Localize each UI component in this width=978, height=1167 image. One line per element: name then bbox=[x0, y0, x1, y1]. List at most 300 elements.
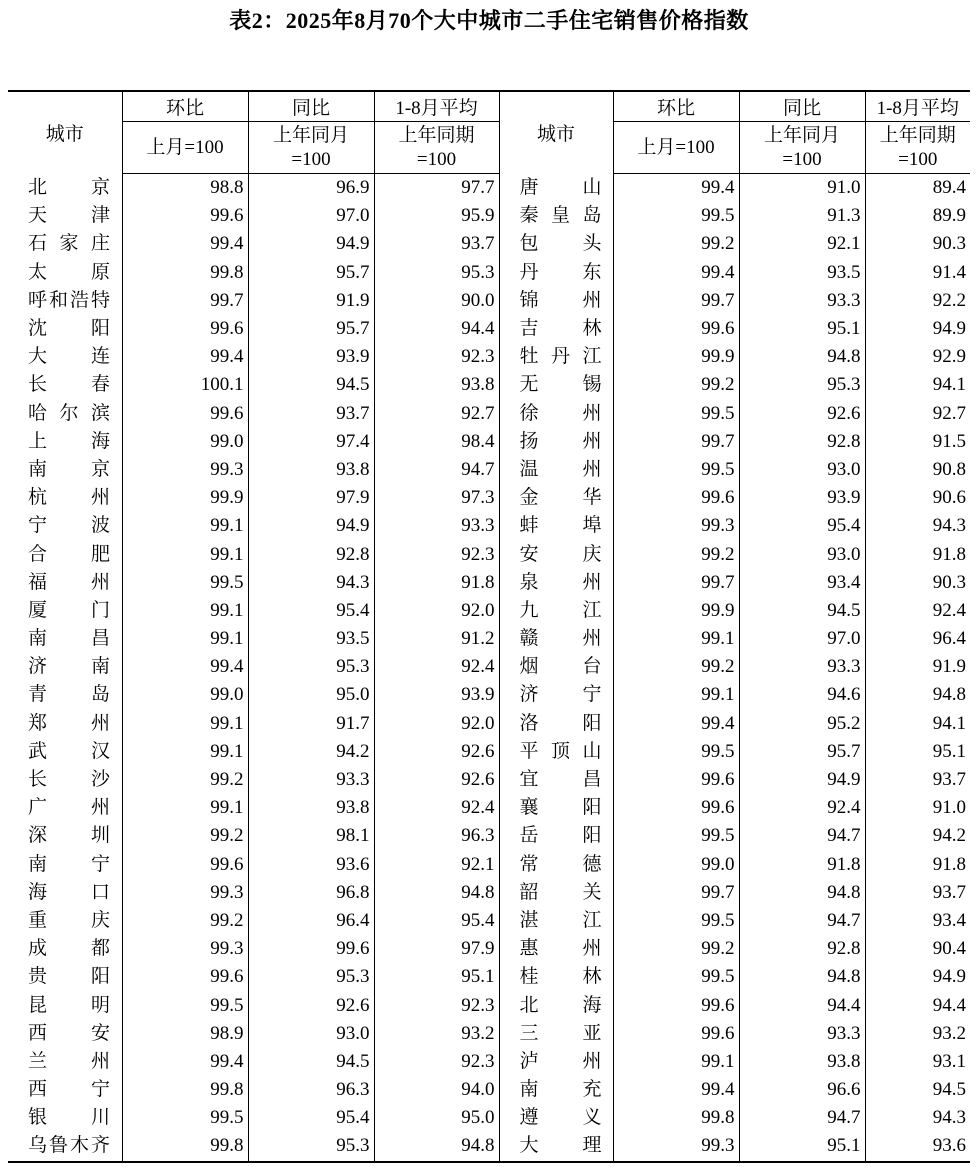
table-row bbox=[8, 371, 970, 399]
city-left-cell bbox=[8, 794, 122, 822]
avg-right-cell: 93.2 bbox=[865, 1020, 970, 1048]
city-right-cell bbox=[499, 315, 613, 343]
city-left-cell bbox=[8, 512, 122, 540]
yoy-right-cell: 93.0 bbox=[739, 540, 865, 568]
city-name: 蚌埠 bbox=[519, 515, 602, 537]
mom-left-cell: 99.2 bbox=[122, 822, 248, 850]
table-row bbox=[8, 935, 970, 963]
yoy-right-cell: 91.8 bbox=[739, 851, 865, 879]
mom-left-cell: 99.9 bbox=[122, 484, 248, 512]
yoy-right-cell: 95.3 bbox=[739, 371, 865, 399]
avg-right-cell: 93.6 bbox=[865, 1132, 970, 1161]
header-mom-base-left bbox=[122, 122, 248, 174]
mom-right-cell: 99.4 bbox=[613, 174, 739, 203]
table-row bbox=[8, 287, 970, 315]
mom-right-cell: 99.8 bbox=[613, 1104, 739, 1132]
table-row bbox=[8, 907, 970, 935]
city-name: 南昌 bbox=[28, 628, 110, 650]
city-right-cell bbox=[499, 794, 613, 822]
city-name: 呼和浩特 bbox=[28, 289, 110, 311]
city-right-cell bbox=[499, 1048, 613, 1076]
avg-left-cell: 93.9 bbox=[374, 681, 499, 709]
avg-right-cell: 93.7 bbox=[865, 879, 970, 907]
yoy-right-cell: 92.4 bbox=[739, 794, 865, 822]
yoy-right-cell: 92.8 bbox=[739, 935, 865, 963]
table-row bbox=[8, 1132, 970, 1161]
city-right-cell bbox=[499, 1132, 613, 1161]
city-right-cell bbox=[499, 653, 613, 681]
mom-right-cell: 99.3 bbox=[613, 512, 739, 540]
table-row bbox=[8, 400, 970, 428]
city-right-cell bbox=[499, 230, 613, 258]
yoy-right-cell: 91.3 bbox=[739, 202, 865, 230]
mom-right-cell: 99.5 bbox=[613, 738, 739, 766]
avg-left-cell: 92.4 bbox=[374, 653, 499, 681]
mom-left-cell: 99.3 bbox=[122, 456, 248, 484]
city-name: 北京 bbox=[28, 176, 110, 198]
avg-left-cell: 97.3 bbox=[374, 484, 499, 512]
city-right-cell bbox=[499, 879, 613, 907]
yoy-left-cell: 94.3 bbox=[248, 569, 374, 597]
city-right-cell bbox=[499, 963, 613, 991]
mom-right-cell: 99.6 bbox=[613, 484, 739, 512]
city-left-cell bbox=[8, 174, 122, 203]
yoy-right-cell: 95.4 bbox=[739, 512, 865, 540]
yoy-right-cell: 93.8 bbox=[739, 1048, 865, 1076]
city-right-cell bbox=[499, 428, 613, 456]
city-left-cell bbox=[8, 879, 122, 907]
city-name: 天津 bbox=[28, 205, 110, 227]
yoy-left-cell: 97.9 bbox=[248, 484, 374, 512]
yoy-left-cell: 94.5 bbox=[248, 1048, 374, 1076]
yoy-right-cell: 94.7 bbox=[739, 822, 865, 850]
city-right-cell bbox=[499, 766, 613, 794]
yoy-left-cell: 96.3 bbox=[248, 1076, 374, 1104]
city-right-cell bbox=[499, 935, 613, 963]
table-row bbox=[8, 625, 970, 653]
city-name: 沈阳 bbox=[28, 318, 110, 340]
mom-left-cell: 99.8 bbox=[122, 259, 248, 287]
avg-left-cell: 94.0 bbox=[374, 1076, 499, 1104]
city-name: 泉州 bbox=[519, 571, 602, 593]
city-name: 北海 bbox=[519, 994, 602, 1016]
avg-left-cell: 92.6 bbox=[374, 738, 499, 766]
avg-left-cell: 93.8 bbox=[374, 371, 499, 399]
city-left-cell bbox=[8, 738, 122, 766]
mom-right-cell: 99.6 bbox=[613, 1020, 739, 1048]
avg-right-cell: 92.2 bbox=[865, 287, 970, 315]
mom-left-cell: 99.2 bbox=[122, 766, 248, 794]
city-name: 桂林 bbox=[519, 966, 602, 988]
yoy-right-cell: 94.4 bbox=[739, 991, 865, 1019]
mom-right-cell: 99.7 bbox=[613, 287, 739, 315]
table-row bbox=[8, 230, 970, 258]
avg-right-cell: 90.3 bbox=[865, 569, 970, 597]
table-row bbox=[8, 1104, 970, 1132]
table-row bbox=[8, 512, 970, 540]
city-name: 哈尔滨 bbox=[28, 402, 110, 424]
mom-right-cell: 99.6 bbox=[613, 315, 739, 343]
avg-right-cell: 94.1 bbox=[865, 371, 970, 399]
mom-left-cell: 99.0 bbox=[122, 428, 248, 456]
yoy-left-cell: 93.7 bbox=[248, 400, 374, 428]
avg-left-cell: 94.8 bbox=[374, 879, 499, 907]
avg-left-cell: 90.0 bbox=[374, 287, 499, 315]
city-name: 郑州 bbox=[28, 712, 110, 734]
avg-right-cell: 91.5 bbox=[865, 428, 970, 456]
city-left-cell bbox=[8, 456, 122, 484]
mom-left-cell: 99.4 bbox=[122, 343, 248, 371]
yoy-left-cell: 92.6 bbox=[248, 991, 374, 1019]
city-name: 西宁 bbox=[28, 1079, 110, 1101]
city-right-cell bbox=[499, 738, 613, 766]
yoy-base-line2: =100 bbox=[782, 148, 822, 170]
yoy-right-cell: 94.5 bbox=[739, 597, 865, 625]
avg-right-cell: 94.1 bbox=[865, 710, 970, 738]
avg-left-cell: 93.2 bbox=[374, 1020, 499, 1048]
city-left-cell bbox=[8, 287, 122, 315]
mom-left-cell: 99.1 bbox=[122, 794, 248, 822]
mom-right-cell: 99.5 bbox=[613, 963, 739, 991]
city-left-cell bbox=[8, 625, 122, 653]
city-name: 锦州 bbox=[519, 289, 602, 311]
avg-right-cell: 94.2 bbox=[865, 822, 970, 850]
city-name: 银川 bbox=[28, 1107, 110, 1129]
yoy-left-cell: 92.8 bbox=[248, 540, 374, 568]
header-mom-right: 环比 bbox=[613, 91, 739, 122]
yoy-right-cell: 93.5 bbox=[739, 259, 865, 287]
city-name: 南宁 bbox=[28, 853, 110, 875]
city-name: 武汉 bbox=[28, 740, 110, 762]
avg-right-cell: 89.4 bbox=[865, 174, 970, 203]
city-name: 吉林 bbox=[519, 318, 602, 340]
yoy-right-cell: 94.7 bbox=[739, 1104, 865, 1132]
avg-left-cell: 95.1 bbox=[374, 963, 499, 991]
mom-left-cell: 99.5 bbox=[122, 991, 248, 1019]
yoy-right-cell: 94.8 bbox=[739, 879, 865, 907]
table-header bbox=[8, 91, 970, 174]
avg-left-cell: 92.0 bbox=[374, 597, 499, 625]
city-name: 石家庄 bbox=[28, 233, 110, 255]
avg-right-cell: 92.7 bbox=[865, 400, 970, 428]
mom-left-cell: 99.3 bbox=[122, 879, 248, 907]
avg-right-cell: 90.4 bbox=[865, 935, 970, 963]
yoy-base-line1: 上年同月 bbox=[272, 124, 349, 146]
city-name: 扬州 bbox=[519, 430, 602, 452]
avg-left-cell: 94.4 bbox=[374, 315, 499, 343]
table-title: 表2：2025年8月70个大中城市二手住宅销售价格指数 bbox=[229, 8, 749, 33]
mom-right-cell: 99.7 bbox=[613, 428, 739, 456]
table-row bbox=[8, 174, 970, 203]
yoy-right-cell: 93.3 bbox=[739, 287, 865, 315]
yoy-left-cell: 93.6 bbox=[248, 851, 374, 879]
yoy-left-cell: 97.0 bbox=[248, 202, 374, 230]
yoy-right-cell: 95.1 bbox=[739, 1132, 865, 1161]
yoy-right-cell: 96.6 bbox=[739, 1076, 865, 1104]
table-row bbox=[8, 569, 970, 597]
yoy-right-cell: 95.7 bbox=[739, 738, 865, 766]
mom-right-cell: 99.5 bbox=[613, 822, 739, 850]
yoy-left-cell: 95.7 bbox=[248, 259, 374, 287]
yoy-left-cell: 94.2 bbox=[248, 738, 374, 766]
city-name: 长春 bbox=[28, 374, 110, 396]
mom-left-cell: 99.1 bbox=[122, 710, 248, 738]
city-name: 安庆 bbox=[519, 543, 602, 565]
city-name: 宜昌 bbox=[519, 769, 602, 791]
avg-left-cell: 91.8 bbox=[374, 569, 499, 597]
city-name: 岳阳 bbox=[519, 825, 602, 847]
table-row bbox=[8, 991, 970, 1019]
avg-base-line2: =100 bbox=[416, 148, 457, 170]
avg-right-cell: 94.8 bbox=[865, 681, 970, 709]
city-right-cell bbox=[499, 400, 613, 428]
city-right-cell bbox=[499, 287, 613, 315]
yoy-right-cell: 94.8 bbox=[739, 343, 865, 371]
mom-left-cell: 99.7 bbox=[122, 287, 248, 315]
avg-left-cell: 92.1 bbox=[374, 851, 499, 879]
city-name: 九江 bbox=[519, 599, 602, 621]
header-city-left: 城市 bbox=[8, 91, 122, 174]
yoy-left-cell: 95.3 bbox=[248, 653, 374, 681]
avg-right-cell: 95.1 bbox=[865, 738, 970, 766]
city-name: 合肥 bbox=[28, 543, 110, 565]
mom-left-cell: 99.4 bbox=[122, 653, 248, 681]
yoy-left-cell: 96.8 bbox=[248, 879, 374, 907]
mom-right-cell: 99.4 bbox=[613, 710, 739, 738]
mom-left-cell: 99.6 bbox=[122, 400, 248, 428]
mom-right-cell: 99.6 bbox=[613, 794, 739, 822]
city-name: 重庆 bbox=[28, 909, 110, 931]
avg-right-cell: 90.8 bbox=[865, 456, 970, 484]
mom-base-label: 上月=100 bbox=[146, 136, 224, 158]
mom-right-cell: 99.6 bbox=[613, 766, 739, 794]
city-left-cell bbox=[8, 597, 122, 625]
avg-right-cell: 90.6 bbox=[865, 484, 970, 512]
city-name: 厦门 bbox=[28, 599, 110, 621]
yoy-left-cell: 99.6 bbox=[248, 935, 374, 963]
table-row bbox=[8, 456, 970, 484]
header-mom-base-right bbox=[613, 122, 739, 174]
mom-left-cell: 100.1 bbox=[122, 371, 248, 399]
avg-left-cell: 98.4 bbox=[374, 428, 499, 456]
city-left-cell bbox=[8, 343, 122, 371]
mom-right-cell: 99.1 bbox=[613, 1048, 739, 1076]
yoy-right-cell: 93.4 bbox=[739, 569, 865, 597]
mom-right-cell: 99.2 bbox=[613, 540, 739, 568]
mom-right-cell: 99.9 bbox=[613, 597, 739, 625]
avg-left-cell: 94.8 bbox=[374, 1132, 499, 1161]
yoy-left-cell: 95.4 bbox=[248, 1104, 374, 1132]
city-right-cell bbox=[499, 484, 613, 512]
city-right-cell bbox=[499, 597, 613, 625]
city-right-cell bbox=[499, 202, 613, 230]
mom-left-cell: 99.6 bbox=[122, 963, 248, 991]
city-left-cell bbox=[8, 1048, 122, 1076]
city-name: 兰州 bbox=[28, 1050, 110, 1072]
yoy-left-cell: 93.3 bbox=[248, 766, 374, 794]
mom-right-cell: 99.3 bbox=[613, 1132, 739, 1161]
mom-left-cell: 99.5 bbox=[122, 569, 248, 597]
table-row bbox=[8, 597, 970, 625]
avg-left-cell: 91.2 bbox=[374, 625, 499, 653]
city-name: 济南 bbox=[28, 656, 110, 678]
city-left-cell bbox=[8, 935, 122, 963]
avg-left-cell: 95.0 bbox=[374, 1104, 499, 1132]
avg-right-cell: 94.9 bbox=[865, 315, 970, 343]
city-name: 海口 bbox=[28, 881, 110, 903]
yoy-left-cell: 93.5 bbox=[248, 625, 374, 653]
city-right-cell bbox=[499, 1076, 613, 1104]
yoy-left-cell: 91.9 bbox=[248, 287, 374, 315]
city-right-cell bbox=[499, 540, 613, 568]
yoy-left-cell: 91.7 bbox=[248, 710, 374, 738]
header-yoy-left: 同比 bbox=[248, 91, 374, 122]
city-name: 昆明 bbox=[28, 994, 110, 1016]
city-left-cell bbox=[8, 710, 122, 738]
city-name: 秦皇岛 bbox=[519, 205, 602, 227]
city-right-cell bbox=[499, 371, 613, 399]
yoy-right-cell: 91.0 bbox=[739, 174, 865, 203]
table-row bbox=[8, 1020, 970, 1048]
yoy-right-cell: 92.8 bbox=[739, 428, 865, 456]
yoy-right-cell: 94.9 bbox=[739, 766, 865, 794]
table-row bbox=[8, 710, 970, 738]
city-right-cell bbox=[499, 456, 613, 484]
city-name: 襄阳 bbox=[519, 797, 602, 819]
city-name: 长沙 bbox=[28, 769, 110, 791]
city-right-cell bbox=[499, 512, 613, 540]
yoy-right-cell: 93.0 bbox=[739, 456, 865, 484]
table-row bbox=[8, 1076, 970, 1104]
yoy-left-cell: 95.3 bbox=[248, 963, 374, 991]
yoy-left-cell: 94.9 bbox=[248, 512, 374, 540]
city-name: 西安 bbox=[28, 1022, 110, 1044]
city-name: 惠州 bbox=[519, 938, 602, 960]
mom-right-cell: 99.2 bbox=[613, 935, 739, 963]
yoy-right-cell: 94.8 bbox=[739, 963, 865, 991]
yoy-left-cell: 96.4 bbox=[248, 907, 374, 935]
city-name: 温州 bbox=[519, 458, 602, 480]
mom-right-cell: 99.1 bbox=[613, 625, 739, 653]
city-name: 唐山 bbox=[519, 176, 602, 198]
city-name: 太原 bbox=[28, 261, 110, 283]
table-row bbox=[8, 766, 970, 794]
yoy-right-cell: 95.1 bbox=[739, 315, 865, 343]
table-row bbox=[8, 428, 970, 456]
avg-right-cell: 94.3 bbox=[865, 512, 970, 540]
city-left-cell bbox=[8, 1076, 122, 1104]
city-name: 成都 bbox=[28, 938, 110, 960]
city-left-cell bbox=[8, 540, 122, 568]
city-left-cell bbox=[8, 259, 122, 287]
city-name: 上海 bbox=[28, 430, 110, 452]
city-name: 包头 bbox=[519, 233, 602, 255]
yoy-right-cell: 93.3 bbox=[739, 1020, 865, 1048]
city-name: 泸州 bbox=[519, 1050, 602, 1072]
avg-right-cell: 94.9 bbox=[865, 963, 970, 991]
table-row bbox=[8, 879, 970, 907]
yoy-left-cell: 94.9 bbox=[248, 230, 374, 258]
yoy-left-cell: 94.5 bbox=[248, 371, 374, 399]
city-right-cell bbox=[499, 851, 613, 879]
city-left-cell bbox=[8, 1104, 122, 1132]
table-row bbox=[8, 822, 970, 850]
table-row bbox=[8, 963, 970, 991]
city-name: 青岛 bbox=[28, 684, 110, 706]
city-name: 平顶山 bbox=[519, 740, 602, 762]
table-row bbox=[8, 738, 970, 766]
yoy-left-cell: 97.4 bbox=[248, 428, 374, 456]
avg-left-cell: 92.0 bbox=[374, 710, 499, 738]
city-right-cell bbox=[499, 625, 613, 653]
header-avg-base-right bbox=[865, 122, 970, 174]
city-name: 乌鲁木齐 bbox=[28, 1135, 110, 1157]
table-row bbox=[8, 484, 970, 512]
avg-right-cell: 93.7 bbox=[865, 766, 970, 794]
yoy-right-cell: 93.9 bbox=[739, 484, 865, 512]
city-name: 南充 bbox=[519, 1079, 602, 1101]
city-name: 杭州 bbox=[28, 487, 110, 509]
city-left-cell bbox=[8, 484, 122, 512]
city-left-cell bbox=[8, 1132, 122, 1161]
mom-right-cell: 99.0 bbox=[613, 851, 739, 879]
mom-right-cell: 99.5 bbox=[613, 202, 739, 230]
yoy-left-cell: 98.1 bbox=[248, 822, 374, 850]
avg-right-cell: 94.3 bbox=[865, 1104, 970, 1132]
yoy-left-cell: 93.9 bbox=[248, 343, 374, 371]
city-name: 大连 bbox=[28, 346, 110, 368]
avg-left-cell: 93.3 bbox=[374, 512, 499, 540]
mom-left-cell: 99.4 bbox=[122, 1048, 248, 1076]
mom-left-cell: 99.8 bbox=[122, 1132, 248, 1161]
city-right-cell bbox=[499, 822, 613, 850]
city-right-cell bbox=[499, 1104, 613, 1132]
mom-left-cell: 98.8 bbox=[122, 174, 248, 203]
table-row bbox=[8, 1048, 970, 1076]
avg-right-cell: 94.5 bbox=[865, 1076, 970, 1104]
yoy-left-cell: 93.0 bbox=[248, 1020, 374, 1048]
avg-right-cell: 93.1 bbox=[865, 1048, 970, 1076]
mom-left-cell: 99.1 bbox=[122, 540, 248, 568]
yoy-right-cell: 94.7 bbox=[739, 907, 865, 935]
city-name: 丹东 bbox=[519, 261, 602, 283]
avg-left-cell: 92.6 bbox=[374, 766, 499, 794]
avg-right-cell: 91.8 bbox=[865, 540, 970, 568]
avg-left-cell: 92.3 bbox=[374, 540, 499, 568]
yoy-left-cell: 95.0 bbox=[248, 681, 374, 709]
city-name: 徐州 bbox=[519, 402, 602, 424]
header-avg-right: 1-8月平均 bbox=[865, 91, 970, 122]
mom-left-cell: 99.6 bbox=[122, 851, 248, 879]
mom-right-cell: 99.5 bbox=[613, 400, 739, 428]
avg-left-cell: 95.9 bbox=[374, 202, 499, 230]
city-right-cell bbox=[499, 681, 613, 709]
avg-base-line2: =100 bbox=[898, 148, 938, 170]
avg-right-cell: 96.4 bbox=[865, 625, 970, 653]
mom-right-cell: 99.2 bbox=[613, 653, 739, 681]
avg-left-cell: 96.3 bbox=[374, 822, 499, 850]
city-left-cell bbox=[8, 202, 122, 230]
city-name: 洛阳 bbox=[519, 712, 602, 734]
city-name: 无锡 bbox=[519, 374, 602, 396]
city-name: 济宁 bbox=[519, 684, 602, 706]
avg-right-cell: 92.9 bbox=[865, 343, 970, 371]
city-name: 赣州 bbox=[519, 628, 602, 650]
table-row bbox=[8, 343, 970, 371]
mom-left-cell: 99.0 bbox=[122, 681, 248, 709]
table-row bbox=[8, 540, 970, 568]
mom-right-cell: 99.7 bbox=[613, 879, 739, 907]
